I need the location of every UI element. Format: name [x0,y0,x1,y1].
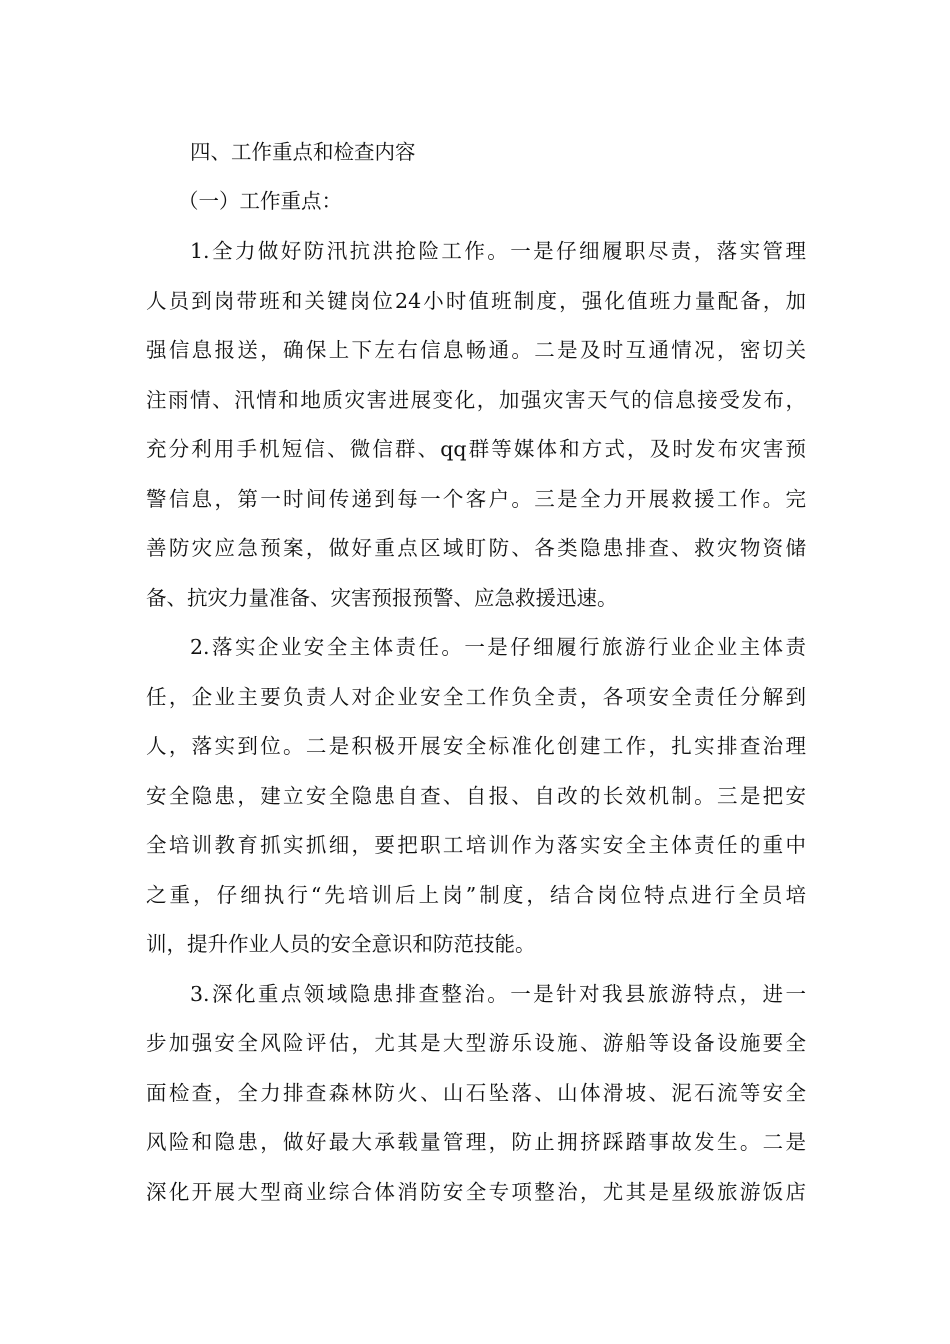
paragraph-1-line-6: 警信息，第一时间传递到每一个客户。三是全力开展救援工作。完 [146,487,806,511]
paragraph-2-line-2: 任，企业主要负责人对企业安全工作负全责，各项安全责任分解到 [146,685,806,709]
paragraph-2-line-4: 安全隐患，建立安全隐患自查、自报、自改的长效机制。三是把安 [146,784,806,808]
paragraph-3-line-5: 深化开展大型商业综合体消防安全专项整治，尤其是星级旅游饭店 [146,1180,806,1204]
paragraph-3-line-2: 步加强安全风险评估，尤其是大型游乐设施、游船等设备设施要全 [146,1031,806,1055]
subsection-heading: （一）工作重点： [178,189,342,213]
paragraph-3-line-1: 3.深化重点领域隐患排查整治。一是针对我县旅游特点，进一 [190,982,806,1006]
paragraph-1-line-3: 强信息报送，确保上下左右信息畅通。二是及时互通情况，密切关 [146,338,806,362]
paragraph-2-line-5: 全培训教育抓实抓细，要把职工培训作为落实安全主体责任的重中 [146,833,806,857]
paragraph-3-line-3: 面检查，全力排查森林防火、山石坠落、山体滑坡、泥石流等安全 [146,1081,806,1105]
paragraph-1-line-1: 1.全力做好防汛抗洪抢险工作。一是仔细履职尽责，落实管理 [190,239,806,263]
paragraph-3-line-4: 风险和隐患，做好最大承载量管理，防止拥挤踩踏事故发生。二是 [146,1130,806,1154]
paragraph-2-line-1: 2.落实企业安全主体责任。一是仔细履行旅游行业企业主体责 [190,635,806,659]
paragraph-1-line-7: 善防灾应急预案，做好重点区域盯防、各类隐患排查、救灾物资储 [146,536,806,560]
paragraph-2-line-6: 之重，仔细执行“先培训后上岗”制度，结合岗位特点进行全员培 [146,883,806,907]
paragraph-2-line-7: 训，提升作业人员的安全意识和防范技能。 [146,932,536,956]
paragraph-2-line-3: 人，落实到位。二是积极开展安全标准化创建工作，扎实排查治理 [146,734,806,758]
paragraph-1-line-2: 人员到岗带班和关键岗位24小时值班制度，强化值班力量配备，加 [146,289,806,313]
section-heading: 四、工作重点和检查内容 [190,140,416,164]
paragraph-1-line-5: 充分利用手机短信、微信群、qq群等媒体和方式，及时发布灾害预 [146,437,806,461]
paragraph-1-line-8: 备、抗灾力量准备、灾害预报预警、应急救援迅速。 [146,586,618,610]
paragraph-1-line-4: 注雨情、汛情和地质灾害进展变化，加强灾害天气的信息接受发布， [146,388,806,412]
